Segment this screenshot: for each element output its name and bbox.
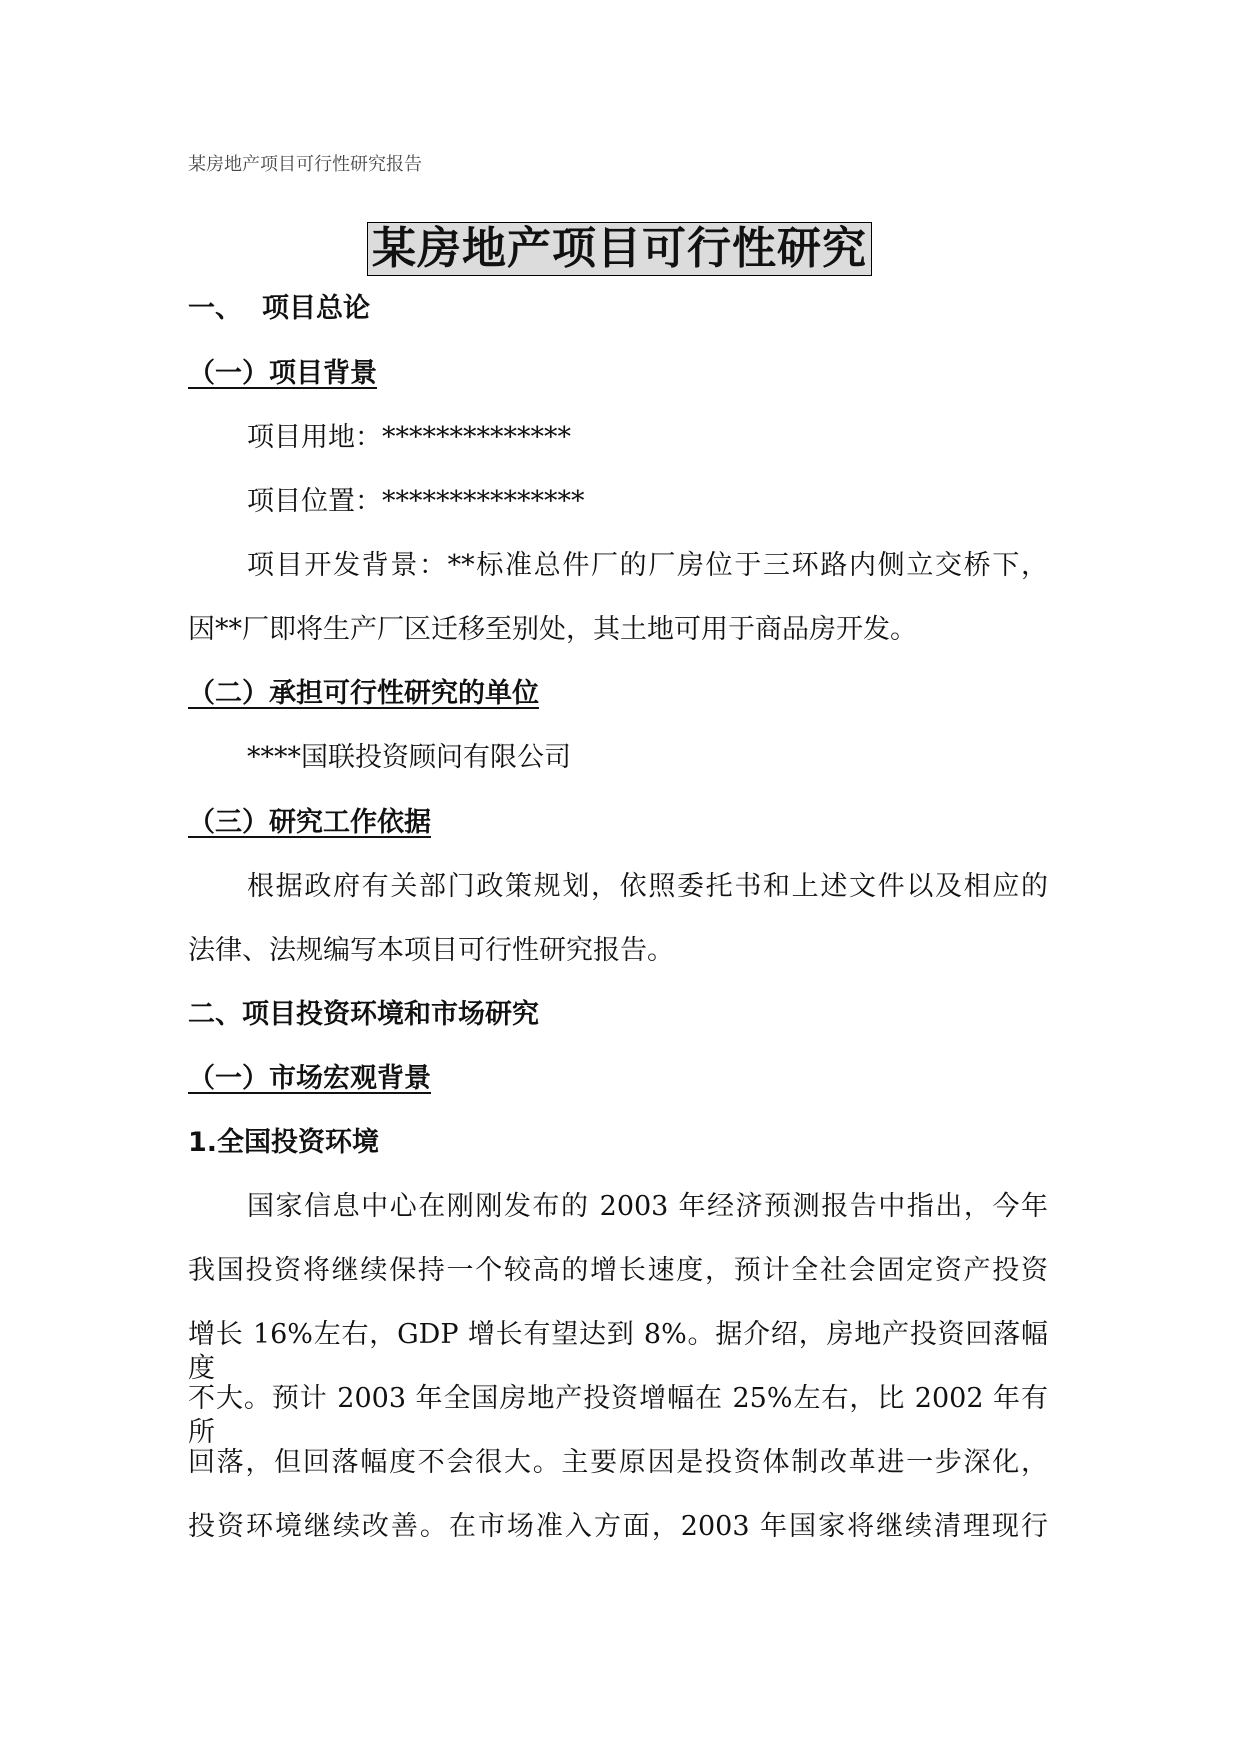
paragraph-investment-line: 回落，但回落幅度不会很大。主要原因是投资体制改革进一步深化， bbox=[188, 1447, 1048, 1478]
paragraph-project-land: 项目用地：************** bbox=[247, 422, 571, 453]
section-heading-2: 二、项目投资环境和市场研究 bbox=[188, 999, 539, 1030]
point-heading-national-investment: 1.全国投资环境 bbox=[188, 1127, 380, 1158]
paragraph-investment-line: 我国投资将继续保持一个较高的增长速度，预计全社会固定资产投资 bbox=[188, 1255, 1048, 1286]
section-title: 项目总论 bbox=[262, 293, 370, 324]
paragraph-basis-line: 根据政府有关部门政策规划，依照委托书和上述文件以及相应的 bbox=[247, 871, 1048, 902]
paragraph-company: ****国联投资顾问有限公司 bbox=[247, 742, 571, 773]
paragraph-investment-line: 不大。预计 2003 年全国房地产投资增幅在 25%左右，比 2002 年有所 bbox=[188, 1383, 1048, 1448]
subsection-heading-basis: （三）研究工作依据 bbox=[188, 807, 431, 838]
subsection-heading-research-unit: （二）承担可行性研究的单位 bbox=[188, 678, 539, 709]
paragraph-project-location: 项目位置：*************** bbox=[247, 486, 585, 517]
subsection-heading-macro: （一）市场宏观背景 bbox=[188, 1063, 431, 1094]
section-number: 一、 bbox=[188, 293, 242, 324]
paragraph-investment-line: 增长 16%左右，GDP 增长有望达到 8%。据介绍，房地产投资回落幅度 bbox=[188, 1319, 1048, 1384]
paragraph-basis-line: 法律、法规编写本项目可行性研究报告。 bbox=[188, 935, 674, 966]
paragraph-investment-line: 国家信息中心在刚刚发布的 2003 年经济预测报告中指出，今年 bbox=[247, 1191, 1048, 1222]
paragraph-background-line: 项目开发背景：**标准总件厂的厂房位于三环路内侧立交桥下， bbox=[247, 550, 1048, 581]
document-title: 某房地产项目可行性研究 bbox=[367, 222, 872, 276]
running-header: 某房地产项目可行性研究报告 bbox=[188, 154, 422, 175]
subsection-heading-background: （一）项目背景 bbox=[188, 358, 377, 389]
section-heading-1 bbox=[188, 292, 370, 326]
paragraph-background-line: 因**厂即将生产厂区迁移至别处，其土地可用于商品房开发。 bbox=[188, 614, 917, 645]
paragraph-investment-line: 投资环境继续改善。在市场准入方面，2003 年国家将继续清理现行 bbox=[188, 1511, 1048, 1542]
